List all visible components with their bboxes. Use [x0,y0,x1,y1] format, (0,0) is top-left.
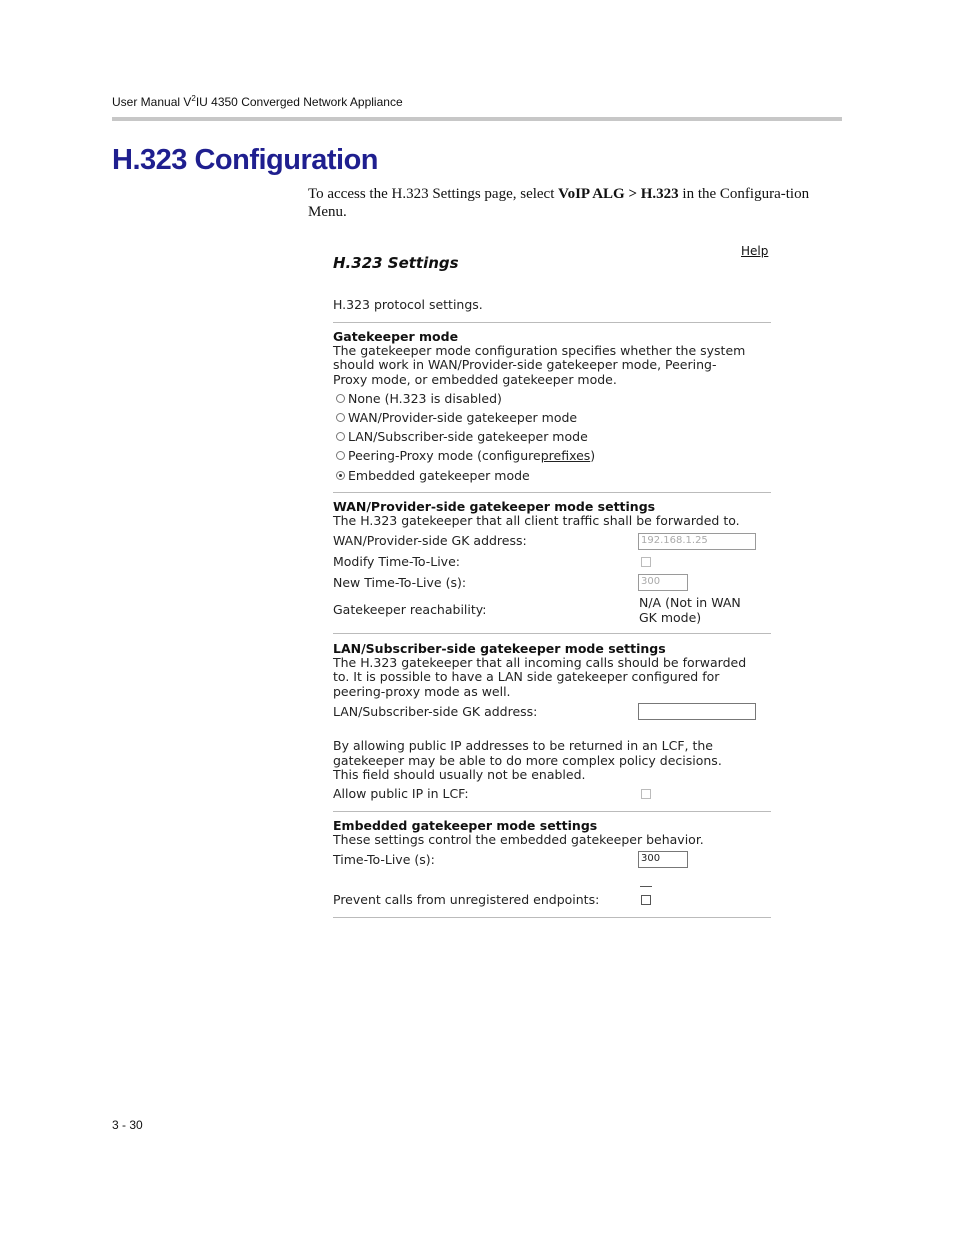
prevent-unregistered-label: Prevent calls from unregistered endpoints: [333,892,600,907]
new-ttl-input[interactable]: 300 [638,574,688,591]
intro-paragraph [308,185,842,221]
gatekeeper-mode-heading: Gatekeeper mode [333,329,459,344]
lan-gk-address-label: LAN/Subscriber-side GK address: [333,704,538,719]
modify-ttl-label: Modify Time-To-Live: [333,554,460,569]
public-ip-checkbox[interactable] [641,789,651,799]
prevent-unregistered-checkbox[interactable] [641,895,651,905]
public-ip-label: Allow public IP in LCF: [333,786,469,801]
h323-settings-screenshot [318,236,798,926]
wan-settings-desc: The H.323 gatekeeper that all client traffic shall be forwarded to. [333,513,740,528]
radio-option-peering-proxy[interactable] [336,448,595,463]
public-ip-desc-2: gatekeeper may be able to do more complex policy decisions. [333,753,722,768]
page-title: H.323 Configuration [112,144,379,176]
header-superscript: 2 [191,94,196,103]
section-divider [333,811,771,812]
radio-label-tail: ) [590,448,596,463]
section-divider [333,322,771,323]
page-number: 3 - 30 [112,1118,143,1132]
radio-button-selected-icon[interactable] [336,471,345,480]
radio-button-icon[interactable] [336,394,345,403]
radio-option-wan[interactable] [336,410,577,425]
embedded-ttl-input[interactable]: 300 [638,851,688,868]
embedded-ttl-label: Time-To-Live (s): [333,852,435,867]
lan-settings-heading: LAN/Subscriber-side gatekeeper mode settings [333,641,666,656]
radio-option-embedded[interactable] [336,468,530,483]
radio-button-icon[interactable] [336,432,345,441]
radio-label: Embedded gatekeeper mode [348,468,530,483]
wan-gk-address-input[interactable]: 192.168.1.25 [638,533,756,550]
radio-button-icon[interactable] [336,451,345,460]
new-ttl-label: New Time-To-Live (s): [333,575,467,590]
radio-option-none[interactable] [336,391,502,406]
gatekeeper-mode-desc-3: Proxy mode, or embedded gatekeeper mode. [333,372,617,387]
document-header [112,94,403,109]
wan-gk-address-label: WAN/Provider-side GK address: [333,533,527,548]
prefixes-link[interactable]: prefixes [540,448,591,463]
lan-gk-address-input[interactable] [638,703,756,720]
intro-text-end: in the Configura-tion Menu. [308,186,810,220]
intro-menu-path: VoIP ALG > H.323 [558,186,679,202]
radio-label: WAN/Provider-side gatekeeper mode [348,410,578,425]
modify-ttl-checkbox[interactable] [641,557,651,567]
help-link[interactable]: Help [741,244,769,258]
embedded-settings-desc: These settings control the embedded gatekeeper behavior. [333,832,704,847]
reachability-label: Gatekeeper reachability: [333,602,487,617]
section-divider [333,492,771,493]
intro-text-start: To access the H.323 Settings page, select [308,186,559,202]
header-prefix: User Manual V [112,95,192,109]
reachability-value-2: GK mode) [639,610,702,625]
radio-label: None (H.323 is disabled) [348,391,502,406]
lan-settings-desc-2: to. It is possible to have a LAN side gatekeeper configured for [333,669,720,684]
public-ip-desc-1: By allowing public IP addresses to be returned in an LCF, the [333,738,713,753]
public-ip-desc-3: This field should usually not be enabled. [333,767,586,782]
gatekeeper-mode-desc-2: should work in WAN/Provider-side gatekeeper mode, Peering- [333,357,717,372]
lan-settings-desc-1: The H.323 gatekeeper that all incoming calls should be forwarded [333,655,747,670]
wan-settings-heading: WAN/Provider-side gatekeeper mode settings [333,499,656,514]
gatekeeper-mode-desc-1: The gatekeeper mode configuration specifies whether the system [333,343,746,358]
radio-button-icon[interactable] [336,413,345,422]
radio-option-lan[interactable] [336,429,588,444]
field-separator [640,886,652,887]
lan-settings-desc-3: peering-proxy mode as well. [333,684,511,699]
header-suffix: IU 4350 Converged Network Appliance [195,95,403,109]
reachability-value-1: N/A (Not in WAN [639,595,741,610]
settings-subtitle: H.323 protocol settings. [333,297,483,312]
embedded-settings-heading: Embedded gatekeeper mode settings [333,818,598,833]
header-rule [112,117,842,121]
section-divider [333,917,771,918]
radio-label: Peering-Proxy mode (configure [348,448,541,463]
section-divider [333,633,771,634]
settings-title: H.323 Settings [333,254,459,272]
radio-label: LAN/Subscriber-side gatekeeper mode [348,429,588,444]
